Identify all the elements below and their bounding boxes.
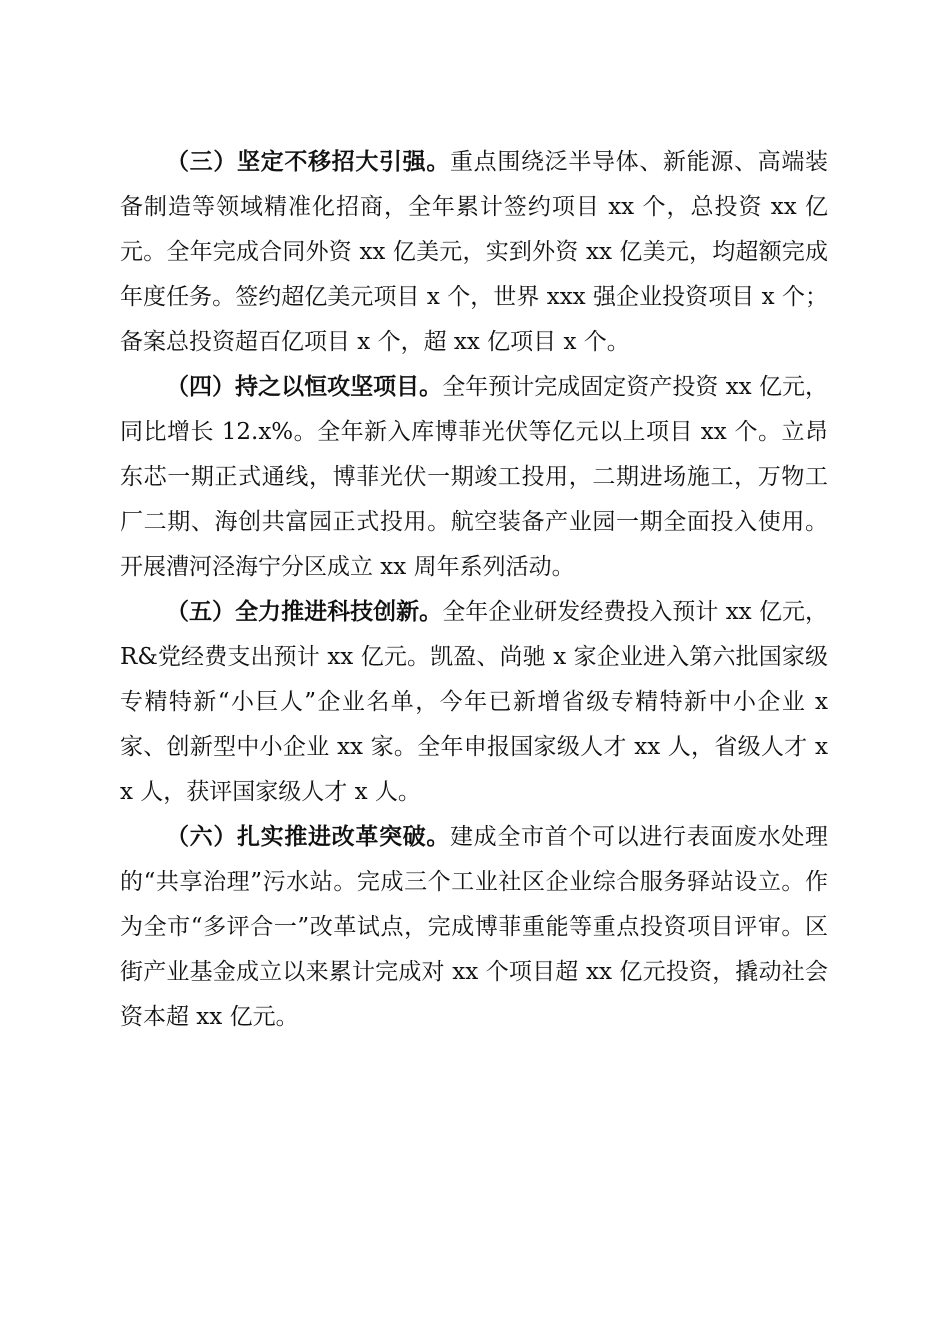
section-heading-6: （六）扎实推进改革突破。: [166, 824, 450, 850]
section-text-6: 建成全市首个可以进行表面废水处理的“共享治理”污水站。完成三个工业社区企业综合服务驿站设立。作为全市“多评合一”改革试点，完成博菲重能等重点投资项目评审。区街产业基金成立以来累计完成对 xx 个项目超 xx 亿元投资，撬动社会资本超 xx 亿元。: [120, 824, 829, 1030]
section-text-3: 重点围绕泛半导体、新能源、高端装备制造等领域精准化招商，全年累计签约项目 xx 个，总投资 xx 亿元。全年完成合同外资 xx 亿美元，实到外资 xx 亿美元，均超额完成年度任务。签约超亿美元项目 x 个，世界 xxx 强企业投资项目 x 个；备案总投资超百亿项目 x 个，超 xx 亿项目 x 个。: [120, 149, 829, 355]
document-body: [120, 140, 828, 1040]
section-heading-3: （三）坚定不移招大引强。: [166, 149, 450, 175]
paragraph-section-3: [120, 140, 828, 365]
section-heading-4: （四）持之以恒攻坚项目。: [166, 374, 443, 400]
section-text-5: 全年企业研发经费投入预计 xx 亿元，R&党经费支出预计 xx 亿元。凯盈、尚驰 x 家企业进入第六批国家级专精特新“小巨人”企业名单，今年已新增省级专精特新中小企业 x 家、创新型中小企业 xx 家。全年申报国家级人才 xx 人，省级人才 xx 人，获评国家级人才 x 人。: [120, 599, 828, 805]
paragraph-section-4: [120, 365, 828, 590]
section-text-4: 全年预计完成固定资产投资 xx 亿元，同比增长 12.x%。全年新入库博菲光伏等亿元以上项目 xx 个。立昂东芯一期正式通线，博菲光伏一期竣工投用，二期进场施工，万物工厂二期、海创共富园正式投用。航空装备产业园一期全面投入使用。开展漕河泾海宁分区成立 xx 周年系列活动。: [120, 374, 828, 580]
section-heading-5: （五）全力推进科技创新。: [166, 599, 443, 625]
paragraph-section-6: [120, 815, 828, 1040]
paragraph-section-5: [120, 590, 828, 815]
